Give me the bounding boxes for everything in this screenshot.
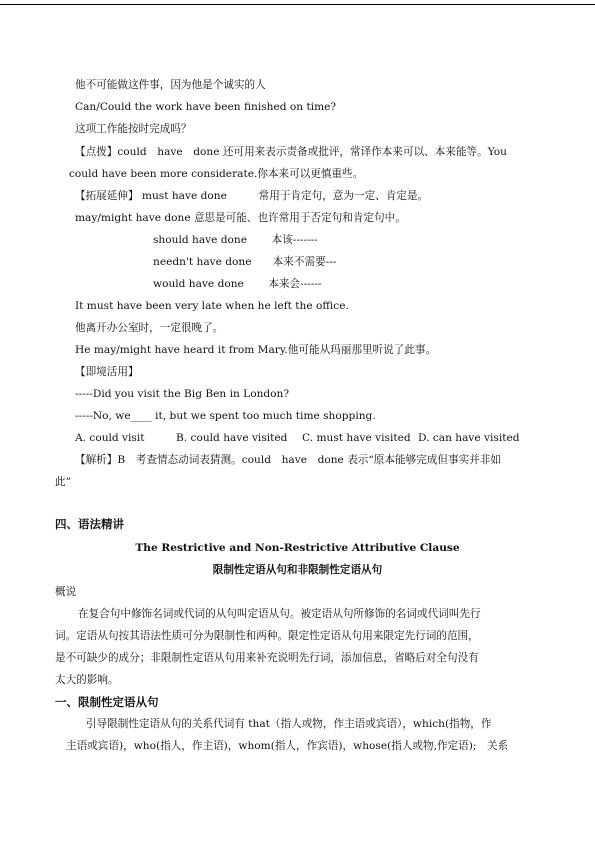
option-a: A. could visit	[75, 432, 145, 444]
option-c: C. must have visited	[302, 432, 411, 444]
text-line: He may/might have heard it from Mary.他可能从玛丽那里听说了此事。	[75, 344, 437, 356]
text-line: could have been more considerate.你本来可以更慎重些。	[69, 168, 364, 180]
header-rule	[0, 4, 595, 5]
paragraph-line: 主语或宾语)，who(指人，作主语)，whom(指人，作宾语)，whose(指人或物,作定语); 关系	[66, 740, 509, 752]
dialogue-line: -----Did you visit the Big Ben in London?	[75, 388, 290, 400]
text-line: Can/Could the work have been finished on time?	[75, 101, 337, 113]
text-line: 这项工作能按时完成吗？	[75, 123, 192, 135]
answer-analysis: 【解析】B 考查情态动词表猜测。could have done 表示“原本能够完成但事实并非如	[75, 454, 501, 466]
text-line: 他不可能做这件事，因为他是个诚实的人	[75, 79, 266, 91]
option-d: D. can have visited	[418, 432, 520, 444]
subsection-heading: 一、限制性定语从句	[55, 695, 159, 709]
text-line: may/might have done 意思是可能、也许常用于否定句和肯定句中。	[75, 212, 406, 224]
text-line: should have done 本该-------	[153, 234, 318, 246]
text-line: needn't have done 本来不需要---	[153, 256, 337, 268]
title-english: The Restrictive and Non-Restrictive Attributive Clause	[135, 542, 460, 554]
option-b: B. could have visited	[176, 432, 288, 444]
overview-label: 概说	[55, 586, 77, 598]
paragraph-line: 太大的影响。	[55, 674, 119, 686]
paragraph-line: 在复合句中修饰名词或代词的从句叫定语从句。被定语从句所修饰的名词或代词叫先行	[78, 608, 481, 620]
text-line: 他离开办公室时，一定很晚了。	[75, 322, 224, 334]
text-line: It must have been very late when he left the office.	[75, 300, 349, 312]
text-line: 此”	[55, 476, 72, 488]
paragraph-line: 是不可缺少的成分；非限制性定语从句用来补充说明先行词，添加信息，省略后对全句没有	[55, 652, 479, 664]
note-dianbo: 【点拨】could have done 还可用来表示责备或批评，常译作本来可以、本来能等。You	[75, 146, 507, 158]
text-line: would have done 本来会------	[153, 278, 322, 290]
paragraph-line: 词。定语从句按其语法性质可分为限制性和两种。限定性定语从句用来限定先行词的范围，	[55, 630, 479, 642]
practice-heading: 【即境活用】	[75, 366, 139, 378]
note-extension: 【拓展延伸】 must have done 常用于肯定句，意为一定、肯定是。	[75, 190, 429, 202]
paragraph-line: 引导限制性定语从句的关系代词有 that（指人或物，作主语或宾语），which(指物，作	[86, 718, 492, 730]
section-heading: 四、语法精讲	[55, 517, 124, 531]
title-chinese: 限制性定语从句和非限制性定语从句	[212, 564, 383, 576]
dialogue-line: -----No, we____ it, but we spent too much time shopping.	[75, 410, 376, 422]
